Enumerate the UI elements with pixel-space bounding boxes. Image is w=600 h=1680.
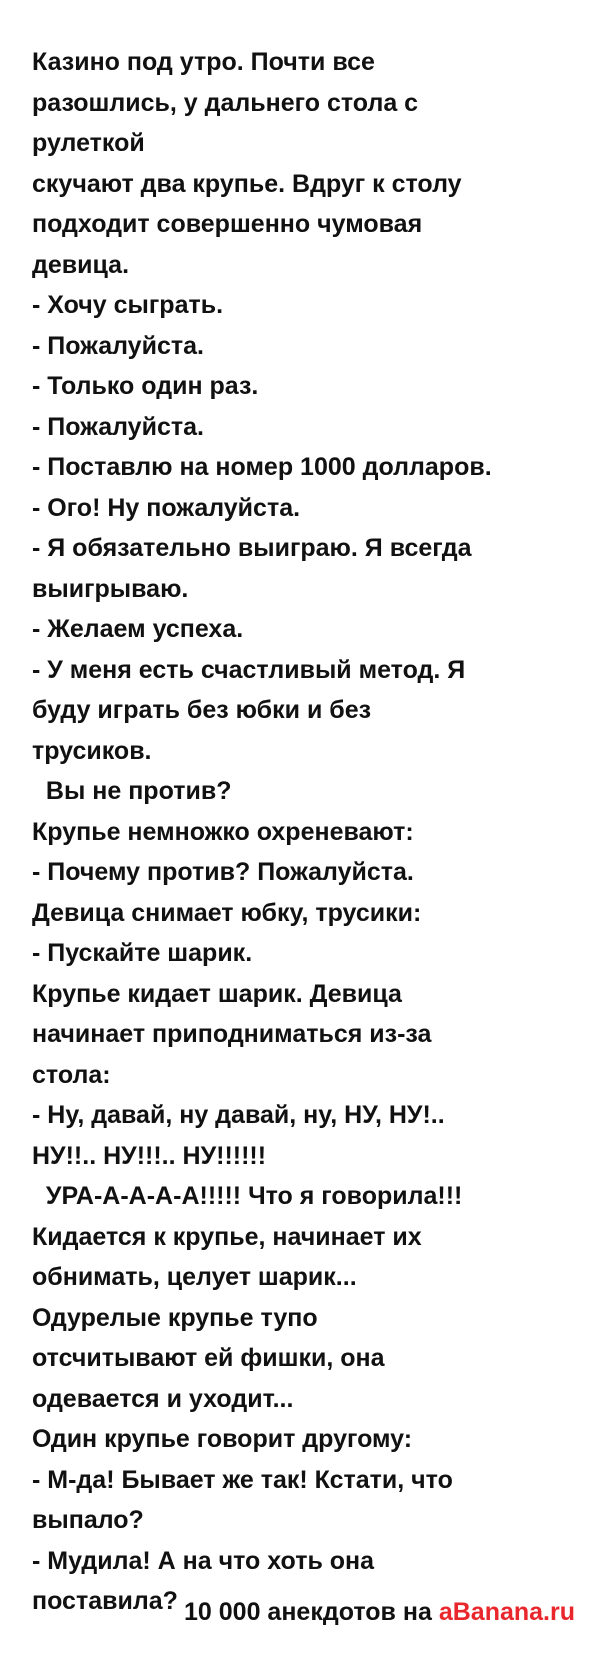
joke-line: буду играть без юбки и без — [32, 696, 372, 724]
joke-line: - Я обязательно выиграю. Я всегда — [32, 534, 472, 562]
joke-text — [32, 42, 582, 1622]
joke-line: скучают два крупье. Вдруг к столу — [32, 169, 462, 198]
joke-line: - Почему против? Пожалуйста. — [32, 858, 414, 886]
joke-line: выигрываю. — [32, 574, 189, 603]
joke-line: Крупье немножко охреневают: — [32, 817, 414, 846]
joke-line: НУ!!.. НУ!!!.. НУ!!!!!! — [32, 1141, 267, 1170]
joke-line: - Пожалуйста. — [32, 412, 204, 441]
joke-line: - Мудила! А на что хоть она — [32, 1546, 375, 1575]
joke-line: УРА-А-А-А-А!!!!! Что я говорила!!! — [32, 1182, 463, 1210]
joke-line: Крупье кидает шарик. Девица — [32, 979, 402, 1008]
footer-credit — [0, 1595, 575, 1629]
joke-line: Девица снимает юбку, трусики: — [32, 898, 422, 927]
joke-line: поставила? — [32, 1587, 178, 1615]
joke-line: - М-да! Бывает же так! Кстати, что — [32, 1465, 453, 1494]
joke-line: - Ого! Ну пожалуйста. — [32, 493, 301, 522]
joke-line: - Поставлю на номер 1000 долларов. — [32, 453, 492, 481]
joke-line: стола: — [32, 1060, 111, 1089]
joke-line: - Хочу сыграть. — [32, 291, 224, 319]
joke-line: начинает приподниматься из-за — [32, 1020, 432, 1048]
joke-line: Одурелые крупье тупо — [32, 1303, 318, 1332]
joke-line: Казино под утро. Почти все — [32, 48, 375, 76]
joke-line: - Пускайте шарик. — [32, 939, 253, 967]
joke-line: отсчитывают ей фишки, она — [32, 1344, 385, 1372]
joke-line: разошлись, у дальнего стола с — [32, 88, 419, 117]
joke-line: рулеткой — [32, 129, 145, 157]
joke-line: - У меня есть счастливый метод. Я — [32, 655, 466, 684]
joke-line: - Пожалуйста. — [32, 331, 204, 360]
joke-line: подходит совершенно чумовая — [32, 210, 423, 238]
brand-letter-a: a — [438, 1598, 453, 1626]
joke-line: Вы не против? — [32, 777, 232, 805]
joke-line: одевается и уходит... — [32, 1384, 294, 1413]
joke-line: выпало? — [32, 1506, 144, 1534]
joke-line: девица. — [32, 250, 130, 279]
joke-line: - Желаем успеха. — [32, 615, 244, 643]
joke-line: обнимать, целует шарик... — [32, 1263, 357, 1291]
footer-prefix: 10 000 анекдотов на — [184, 1598, 439, 1626]
joke-line: - Ну, давай, ну давай, ну, НУ, НУ!.. — [32, 1101, 445, 1129]
brand-name: Banana.ru — [452, 1598, 575, 1626]
joke-line: Кидается к крупье, начинает их — [32, 1222, 422, 1251]
joke-line: - Только один раз. — [32, 372, 259, 400]
joke-line: Один крупье говорит другому: — [32, 1425, 413, 1453]
joke-line: трусиков. — [32, 736, 152, 765]
